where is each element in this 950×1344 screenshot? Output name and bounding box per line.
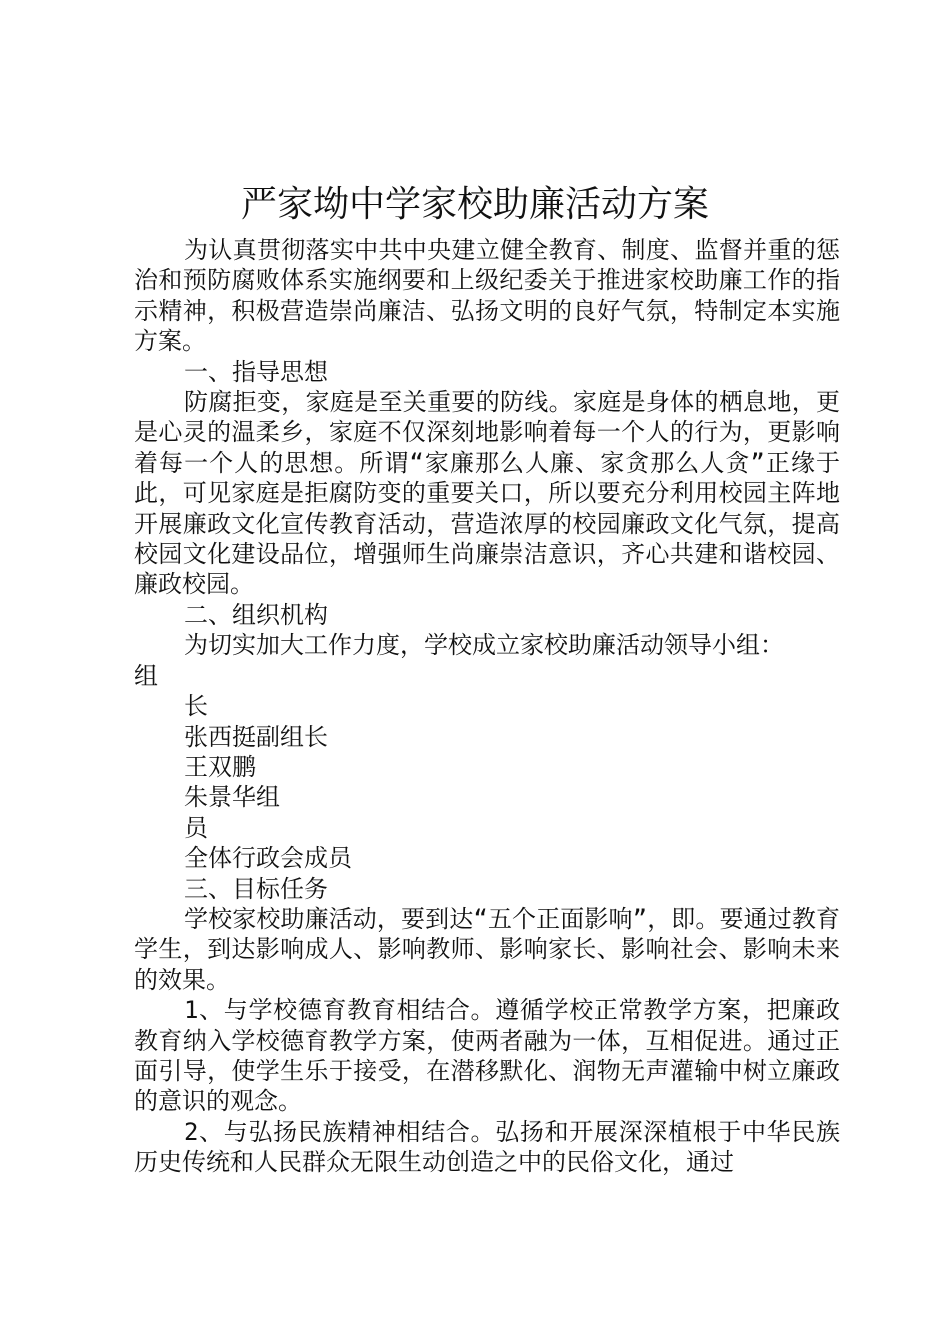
org-line-zhang: 长 (184, 692, 208, 721)
org-line-all-members: 全体行政会成员 (184, 844, 352, 873)
org-line-yuan: 员 (184, 813, 208, 842)
intro-paragraph: 为认真贯彻落实中共中央建立健全教育、制度、监督并重的惩治和预防腐败体系实施纲要和上级纪委关于推进家校助廉工作的指示精神，积极营造崇尚廉洁、弘扬文明的良好气氛，特制定本实施方案。 (134, 236, 840, 356)
section-heading-organization: 二、组织机构 (184, 600, 328, 629)
goal-item-1: 1、与学校德育教育相结合。遵循学校正常教学方案，把廉政教育纳入学校德育教学方案，使两者融为一体，互相促进。通过正面引导，使学生乐于接受，在潜移默化、润物无声灌输中树立廉政的意识的观念。 (134, 996, 840, 1116)
organization-paragraph: 为切实加大工作力度，学校成立家校助廉活动领导小组： (184, 631, 784, 660)
goals-paragraph: 学校家校助廉活动，要到达“五个正面影响”，即。要通过教育学生，到达影响成人、影响教师、影响家长、影响社会、影响未来的效果。 (134, 904, 840, 994)
org-line-zu: 组 (134, 661, 158, 690)
document-body (134, 235, 840, 1178)
org-line-zhu: 朱景华组 (184, 783, 280, 812)
section-heading-goals: 三、目标任务 (184, 874, 328, 903)
goal-item-2: 2、与弘扬民族精神相结合。弘扬和开展深深植根于中华民族历史传统和人民群众无限生动创造之中的民俗文化，通过 (134, 1117, 840, 1177)
org-line-deputy-leader: 张西挺副组长 (184, 722, 328, 751)
guiding-thought-paragraph: 防腐拒变，家庭是至关重要的防线。家庭是身体的栖息地，更是心灵的温柔乡，家庭不仅深刻地影响着每一个人的行为，更影响着每一个人的思想。所谓“家廉那么人廉、家贪那么人贪”正缘于此，可见家庭是拒腐防变的重要关口，所以要充分利用校园主阵地开展廉政文化宣传教育活动，营造浓厚的校园廉政文化气氛，提高校园文化建设品位，增强师生尚廉崇洁意识，齐心共建和谐校园、廉政校园。 (134, 388, 840, 599)
section-heading-guiding-thought: 一、指导思想 (184, 357, 328, 386)
document-title: 严家坳中学家校助廉活动方案 (240, 184, 709, 225)
org-line-wang: 王双鹏 (184, 752, 256, 781)
